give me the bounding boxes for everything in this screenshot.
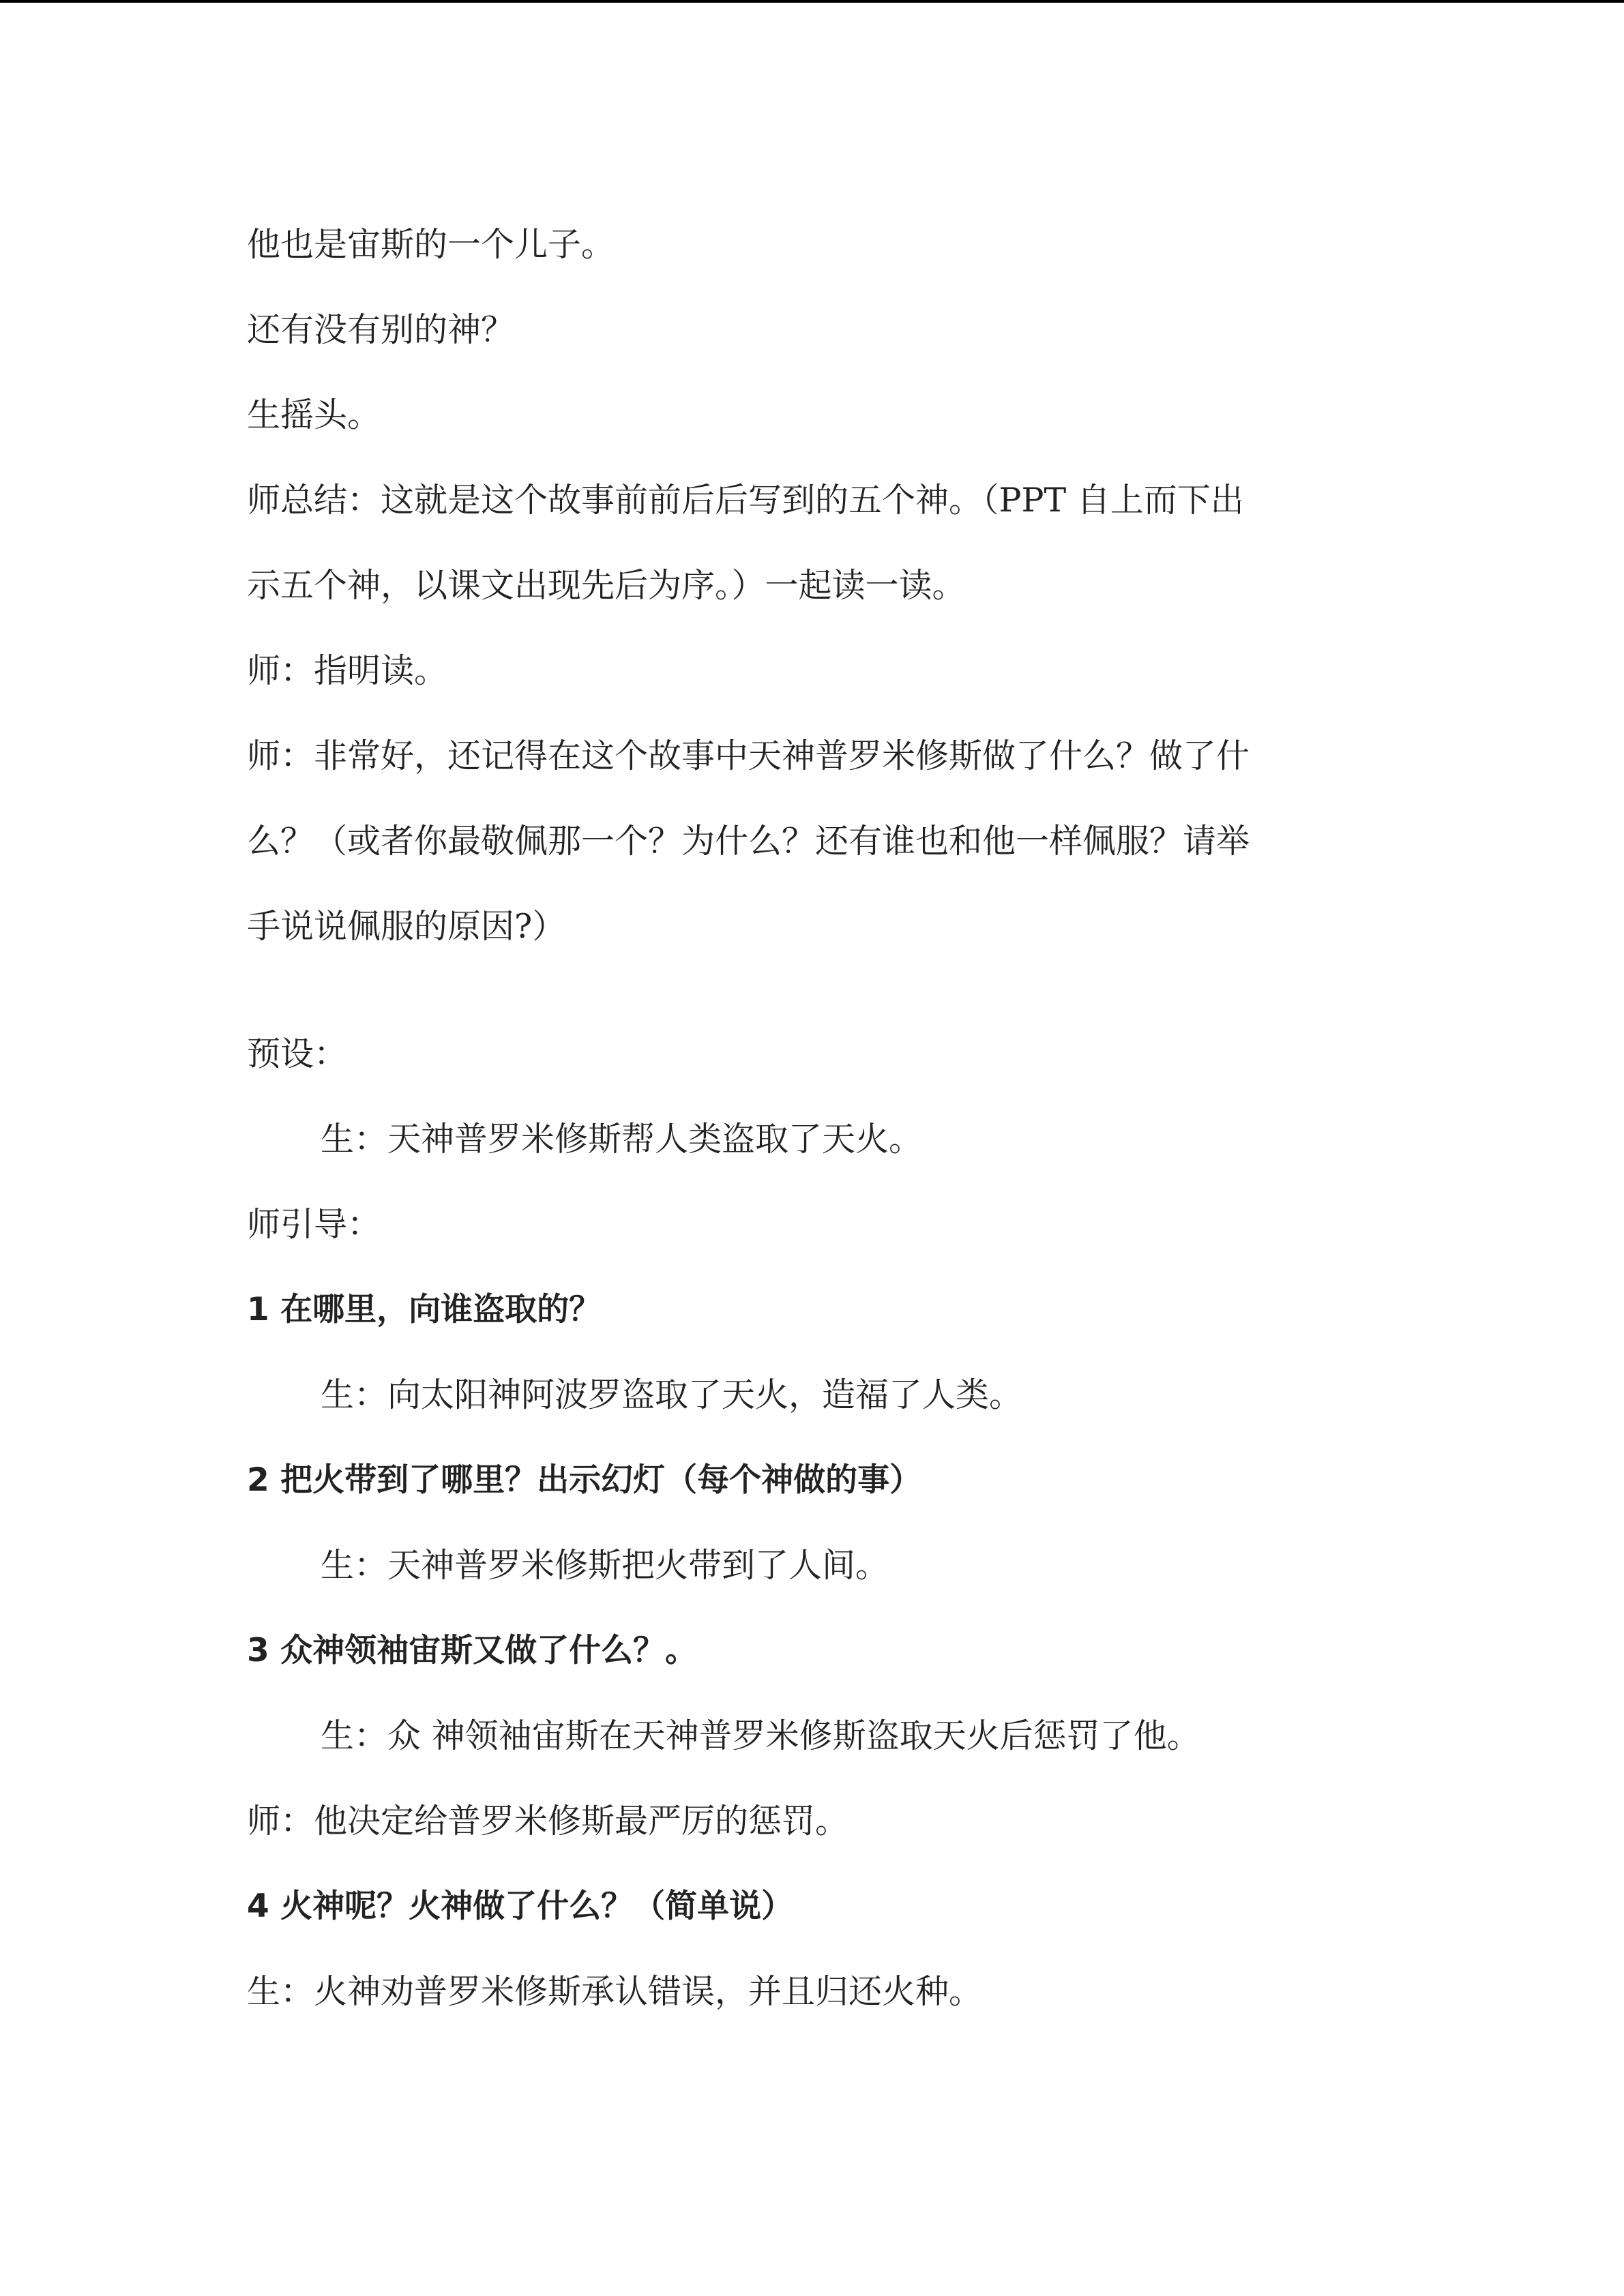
question-heading: 2 把火带到了哪里？出示幻灯（每个神做的事） xyxy=(247,1461,922,1499)
text-line: 示五个神，以课文出现先后为序。）一起读一读。 xyxy=(247,566,966,605)
text-line: 生摇头。 xyxy=(247,396,381,434)
text-line: 师引导： xyxy=(247,1205,381,1244)
text-line: 生：火神劝普罗米修斯承认错误，并且归还火种。 xyxy=(247,1972,983,2011)
student-answer-line: 生：天神普罗米修斯帮人类盗取了天火。 xyxy=(321,1120,923,1159)
student-answer-line: 生：众 神领袖宙斯在天神普罗米修斯盗取天火后惩罚了他。 xyxy=(321,1716,1200,1755)
question-heading: 3 众神领袖宙斯又做了什么？。 xyxy=(247,1632,698,1669)
question-heading: 4 火神呢？火神做了什么？（简单说） xyxy=(247,1888,794,1925)
text-line: 么？（或者你最敬佩那一个？为什么？还有谁也和他一样佩服？请举 xyxy=(247,822,1250,861)
text-line: 他也是宙斯的一个儿子。 xyxy=(247,225,615,264)
text-line: 师：指明读。 xyxy=(247,651,448,690)
text-line: 师：非常好，还记得在这个故事中天神普罗米修斯做了什么？做了什 xyxy=(247,736,1250,775)
text-line: 还有没有别的神？ xyxy=(247,310,515,349)
student-answer-line: 生：向太阳神阿波罗盗取了天火，造福了人类。 xyxy=(321,1375,1023,1414)
student-answer-line: 生：天神普罗米修斯把火带到了人间。 xyxy=(321,1546,889,1585)
text-line: 预设： xyxy=(247,1034,348,1073)
page-top-border xyxy=(0,0,1624,3)
document-page xyxy=(247,202,1365,2034)
text-line: 师总结：这就是这个故事前前后后写到的五个神。（PPT 自上而下出 xyxy=(247,481,1244,520)
text-line: 师：他决定给普罗米修斯最严厉的惩罚。 xyxy=(247,1802,849,1840)
question-heading: 1 在哪里，向谁盗取的？ xyxy=(247,1291,602,1328)
text-line: 手说说佩服的原因?） xyxy=(247,907,566,946)
